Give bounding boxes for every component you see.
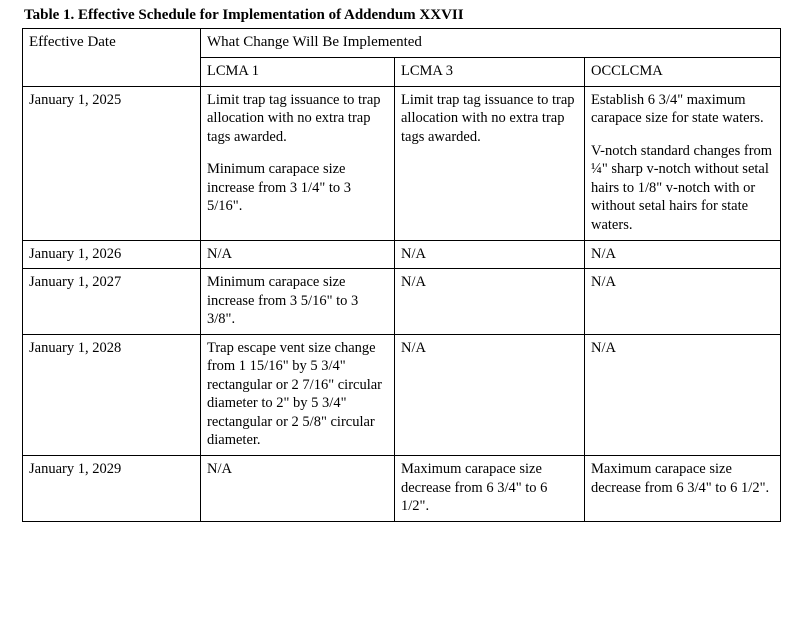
cell-paragraph: N/A <box>591 339 616 356</box>
cell-date: January 1, 2025 <box>23 86 201 240</box>
cell-lcma1 <box>201 86 395 240</box>
table-row <box>23 334 781 455</box>
cell-lcma3 <box>395 334 585 455</box>
cell-date: January 1, 2026 <box>23 240 201 269</box>
cell-paragraph: Establish 6 3/4" maximum carapace size for state waters. <box>591 91 764 127</box>
cell-paragraph: Maximum carapace size decrease from 6 3/4" to 6 1/2". <box>591 461 770 496</box>
cell-paragraph: N/A <box>207 461 232 478</box>
cell-lcma1 <box>201 269 395 335</box>
cell-lcma1 <box>201 240 395 269</box>
cell-date: January 1, 2027 <box>23 269 201 335</box>
cell-occlcma <box>585 240 781 269</box>
table-row <box>23 240 781 269</box>
cell-lcma3 <box>395 269 585 335</box>
cell-paragraph: N/A <box>401 274 426 291</box>
table-caption: Table 1. Effective Schedule for Implementation of Addendum XXVII <box>24 7 464 23</box>
cell-lcma1 <box>201 456 395 522</box>
cell-occlcma <box>585 269 781 335</box>
cell-paragraph: N/A <box>591 274 616 291</box>
cell-lcma3 <box>395 86 585 240</box>
cell-paragraph: N/A <box>401 339 426 356</box>
cell-paragraph: V-notch standard changes from ¼" sharp v-notch without setal hairs to 1/8" v-notch with or without setal hairs for state waters. <box>591 142 773 234</box>
table-row <box>23 456 781 522</box>
cell-date: January 1, 2029 <box>23 456 201 522</box>
header-lcma-3: LCMA 3 <box>395 58 585 87</box>
cell-paragraph: Minimum carapace size increase from 3 5/16" to 3 3/8". <box>207 274 359 328</box>
cell-lcma1 <box>201 334 395 455</box>
header-lcma-1: LCMA 1 <box>201 58 395 87</box>
cell-paragraph: N/A <box>591 245 616 262</box>
cell-paragraph: N/A <box>207 245 232 262</box>
cell-occlcma <box>585 456 781 522</box>
cell-lcma3 <box>395 240 585 269</box>
table-header <box>23 29 781 87</box>
cell-lcma3 <box>395 456 585 522</box>
table-row <box>23 269 781 335</box>
header-what-change: What Change Will Be Implemented <box>201 29 781 58</box>
table-body <box>23 86 781 521</box>
cell-date: January 1, 2028 <box>23 334 201 455</box>
cell-paragraph: Minimum carapace size increase from 3 1/4" to 3 5/16". <box>207 161 352 215</box>
cell-paragraph: Trap escape vent size change from 1 15/16" by 5 3/4" rectangular or 2 7/16" circular diameter to 2" by 5 3/4" rectangular or 2 5/8" circular diameter. <box>207 339 383 449</box>
cell-occlcma <box>585 334 781 455</box>
cell-occlcma <box>585 86 781 240</box>
header-effective-date: Effective Date <box>23 29 201 87</box>
cell-paragraph: Limit trap tag issuance to trap allocation with no extra trap tags awarded. <box>401 91 575 145</box>
cell-paragraph: Limit trap tag issuance to trap allocation with no extra trap tags awarded. <box>207 91 381 145</box>
table-row <box>23 86 781 240</box>
cell-paragraph: Maximum carapace size decrease from 6 3/4" to 6 1/2". <box>401 461 548 515</box>
effective-schedule-table <box>22 28 781 522</box>
header-row-group <box>23 29 781 58</box>
cell-paragraph: N/A <box>401 245 426 262</box>
header-occlcma: OCCLCMA <box>585 58 781 87</box>
